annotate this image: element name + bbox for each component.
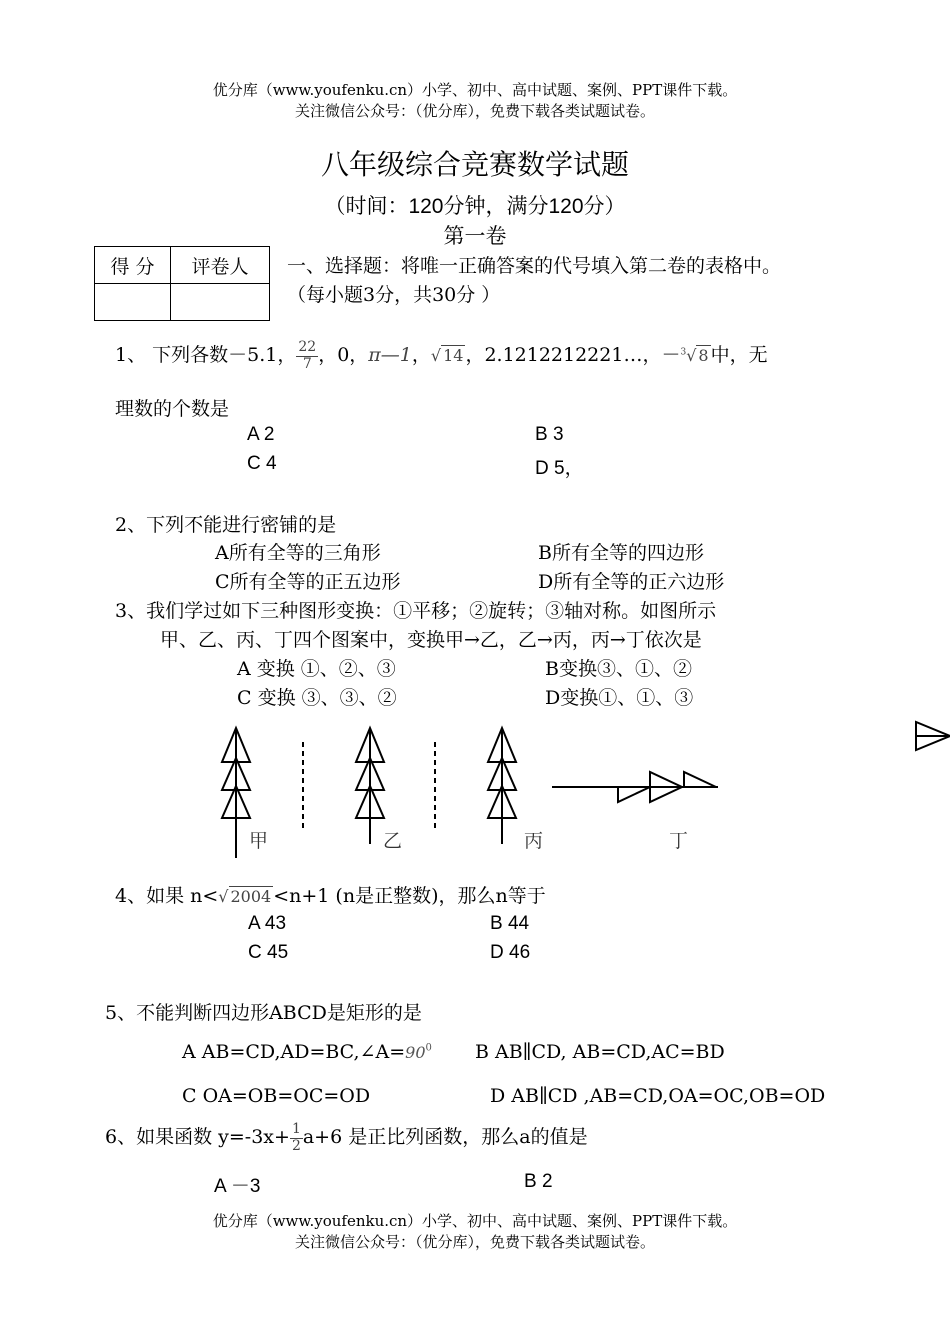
q6-suffix: a+6 是正比列函数，那么a的值是 bbox=[302, 1126, 588, 1148]
q1-mid1: ，0， bbox=[318, 344, 369, 366]
q4-option-c[interactable]: C 45 bbox=[248, 942, 289, 963]
q1-option-d[interactable]: D 5， bbox=[535, 458, 584, 479]
q1-option-a[interactable]: A 2 bbox=[247, 424, 275, 445]
q5-option-a[interactable] bbox=[182, 1041, 432, 1063]
q6-option-a[interactable]: A －3 bbox=[214, 1176, 261, 1197]
q4-option-a[interactable]: A 43 bbox=[248, 913, 287, 934]
footer-line-1: 优分库（www.youfenku.cn）小学、初中、高中试题、案例、PPT课件下载。 bbox=[212, 1212, 738, 1230]
section1-points: （每小题3分，共30分 ） bbox=[287, 284, 501, 306]
q1-cbrt-index: 3 bbox=[680, 347, 687, 358]
footer-line-2: 关注微信公众号：（优分库），免费下载各类试题试卷。 bbox=[294, 1233, 655, 1251]
q2-stem: 2、下列不能进行密铺的是 bbox=[115, 514, 337, 536]
q1-sqrt14: √ 14 bbox=[430, 346, 464, 365]
header-line-1: 优分库（www.youfenku.cn）小学、初中、高中试题、案例、PPT课件下载。 bbox=[212, 81, 738, 99]
q1-cbrt-rad: 8 bbox=[698, 346, 709, 365]
q3-option-c[interactable]: C 变换 ③、③、② bbox=[237, 687, 397, 709]
q6-option-b[interactable]: B 2 bbox=[524, 1171, 553, 1192]
header-line-2: 关注微信公众号：（优分库），免费下载各类试题试卷。 bbox=[294, 102, 655, 120]
q1-stem-line2: 理数的个数是 bbox=[115, 398, 230, 420]
q1-pi-term: π—1 bbox=[368, 344, 412, 366]
q5-option-c[interactable]: C OA=OB=OC=OD bbox=[182, 1085, 371, 1107]
q1-cbrt8: $^3$√ 8 bbox=[680, 346, 709, 365]
q3-stem-line1: 3、我们学过如下三种图形变换：①平移；②旋转；③轴对称。如图所示 bbox=[115, 600, 717, 622]
q5-stem: 5、不能判断四边形ABCD是矩形的是 bbox=[105, 1002, 422, 1024]
figure-bing bbox=[488, 728, 516, 844]
label-yi: 乙 bbox=[383, 830, 403, 852]
label-bing: 丙 bbox=[524, 830, 544, 852]
q4-option-b[interactable]: B 44 bbox=[490, 913, 530, 934]
q1-option-b[interactable]: B 3 bbox=[535, 424, 564, 445]
volume-label: 第一卷 bbox=[443, 224, 507, 248]
q3-figure bbox=[0, 720, 950, 865]
q4-stem bbox=[115, 881, 546, 908]
page-subtitle: （时间：120分钟，满分120分） bbox=[324, 195, 626, 218]
q2-option-c[interactable]: C所有全等的正五边形 bbox=[215, 571, 401, 593]
label-ding: 丁 bbox=[669, 830, 689, 852]
section1-instructions: 一、选择题：将唯一正确答案的代号填入第二卷的表格中。 bbox=[287, 255, 782, 277]
q1-suffix: 中，无 bbox=[710, 344, 768, 366]
q5-option-d[interactable]: D AB∥CD ,AB=CD,OA=OC,OB=OD bbox=[490, 1085, 826, 1107]
q4-suffix: <n+1 (n是正整数)，那么n等于 bbox=[273, 885, 546, 907]
q5-option-a-text: A AB=CD,AD=BC,∠A= bbox=[182, 1041, 406, 1063]
q5-angle-value: 90 bbox=[405, 1043, 426, 1062]
q4-prefix: 4、如果 n< bbox=[115, 885, 219, 907]
grader-cell[interactable] bbox=[171, 284, 270, 321]
q1-sep1: ， bbox=[411, 344, 431, 366]
q2-option-d[interactable]: D所有全等的正六边形 bbox=[538, 571, 725, 593]
q6-fraction bbox=[290, 1122, 303, 1154]
q3-stem-line2: 甲、乙、丙、丁四个图案中，变换甲→乙，乙→丙，丙→丁依次是 bbox=[160, 629, 702, 651]
q1-mid2: ，2.1212212221…，－ bbox=[465, 344, 681, 366]
score-cell[interactable] bbox=[95, 284, 171, 321]
score-table bbox=[94, 246, 270, 321]
q1-sqrt14-rad: 14 bbox=[443, 346, 464, 365]
q6-frac-den: 2 bbox=[291, 1137, 301, 1154]
label-jia: 甲 bbox=[249, 830, 269, 852]
q6-stem bbox=[105, 1122, 588, 1154]
figure-ding bbox=[552, 772, 718, 802]
page-title: 八年级综合竞赛数学试题 bbox=[320, 148, 629, 181]
q1-frac-num: 22 bbox=[298, 339, 317, 356]
q2-option-a[interactable]: A所有全等的三角形 bbox=[215, 542, 381, 564]
q3-option-a[interactable]: A 变换 ①、②、③ bbox=[237, 658, 396, 680]
q5-angle-degree: 0 bbox=[425, 1042, 432, 1054]
figure-yi bbox=[356, 728, 384, 844]
q1-stem bbox=[115, 340, 768, 372]
figure-jia bbox=[222, 728, 250, 858]
q6-frac-num: 1 bbox=[291, 1121, 301, 1138]
q3-option-d[interactable]: D变换①、①、③ bbox=[545, 687, 694, 709]
grader-header: 评卷人 bbox=[171, 247, 270, 284]
q2-option-b[interactable]: B所有全等的四边形 bbox=[538, 542, 704, 564]
q3-option-b[interactable]: B变换③、①、② bbox=[545, 658, 692, 680]
q1-option-c[interactable]: C 4 bbox=[247, 453, 277, 474]
score-header: 得 分 bbox=[95, 247, 171, 284]
q4-sqrt: √ 2004 bbox=[218, 887, 272, 906]
q6-prefix: 6、如果函数 y=-3x+ bbox=[105, 1126, 290, 1148]
q1-frac-den: 7 bbox=[302, 355, 312, 372]
q4-option-d[interactable]: D 46 bbox=[490, 942, 531, 963]
q1-prefix: 1、 下列各数－5.1， bbox=[115, 344, 297, 366]
q4-sqrt-rad: 2004 bbox=[230, 887, 272, 906]
q1-fraction bbox=[296, 340, 318, 372]
q5-option-b[interactable]: B AB∥CD, AB=CD,AC=BD bbox=[475, 1041, 725, 1063]
